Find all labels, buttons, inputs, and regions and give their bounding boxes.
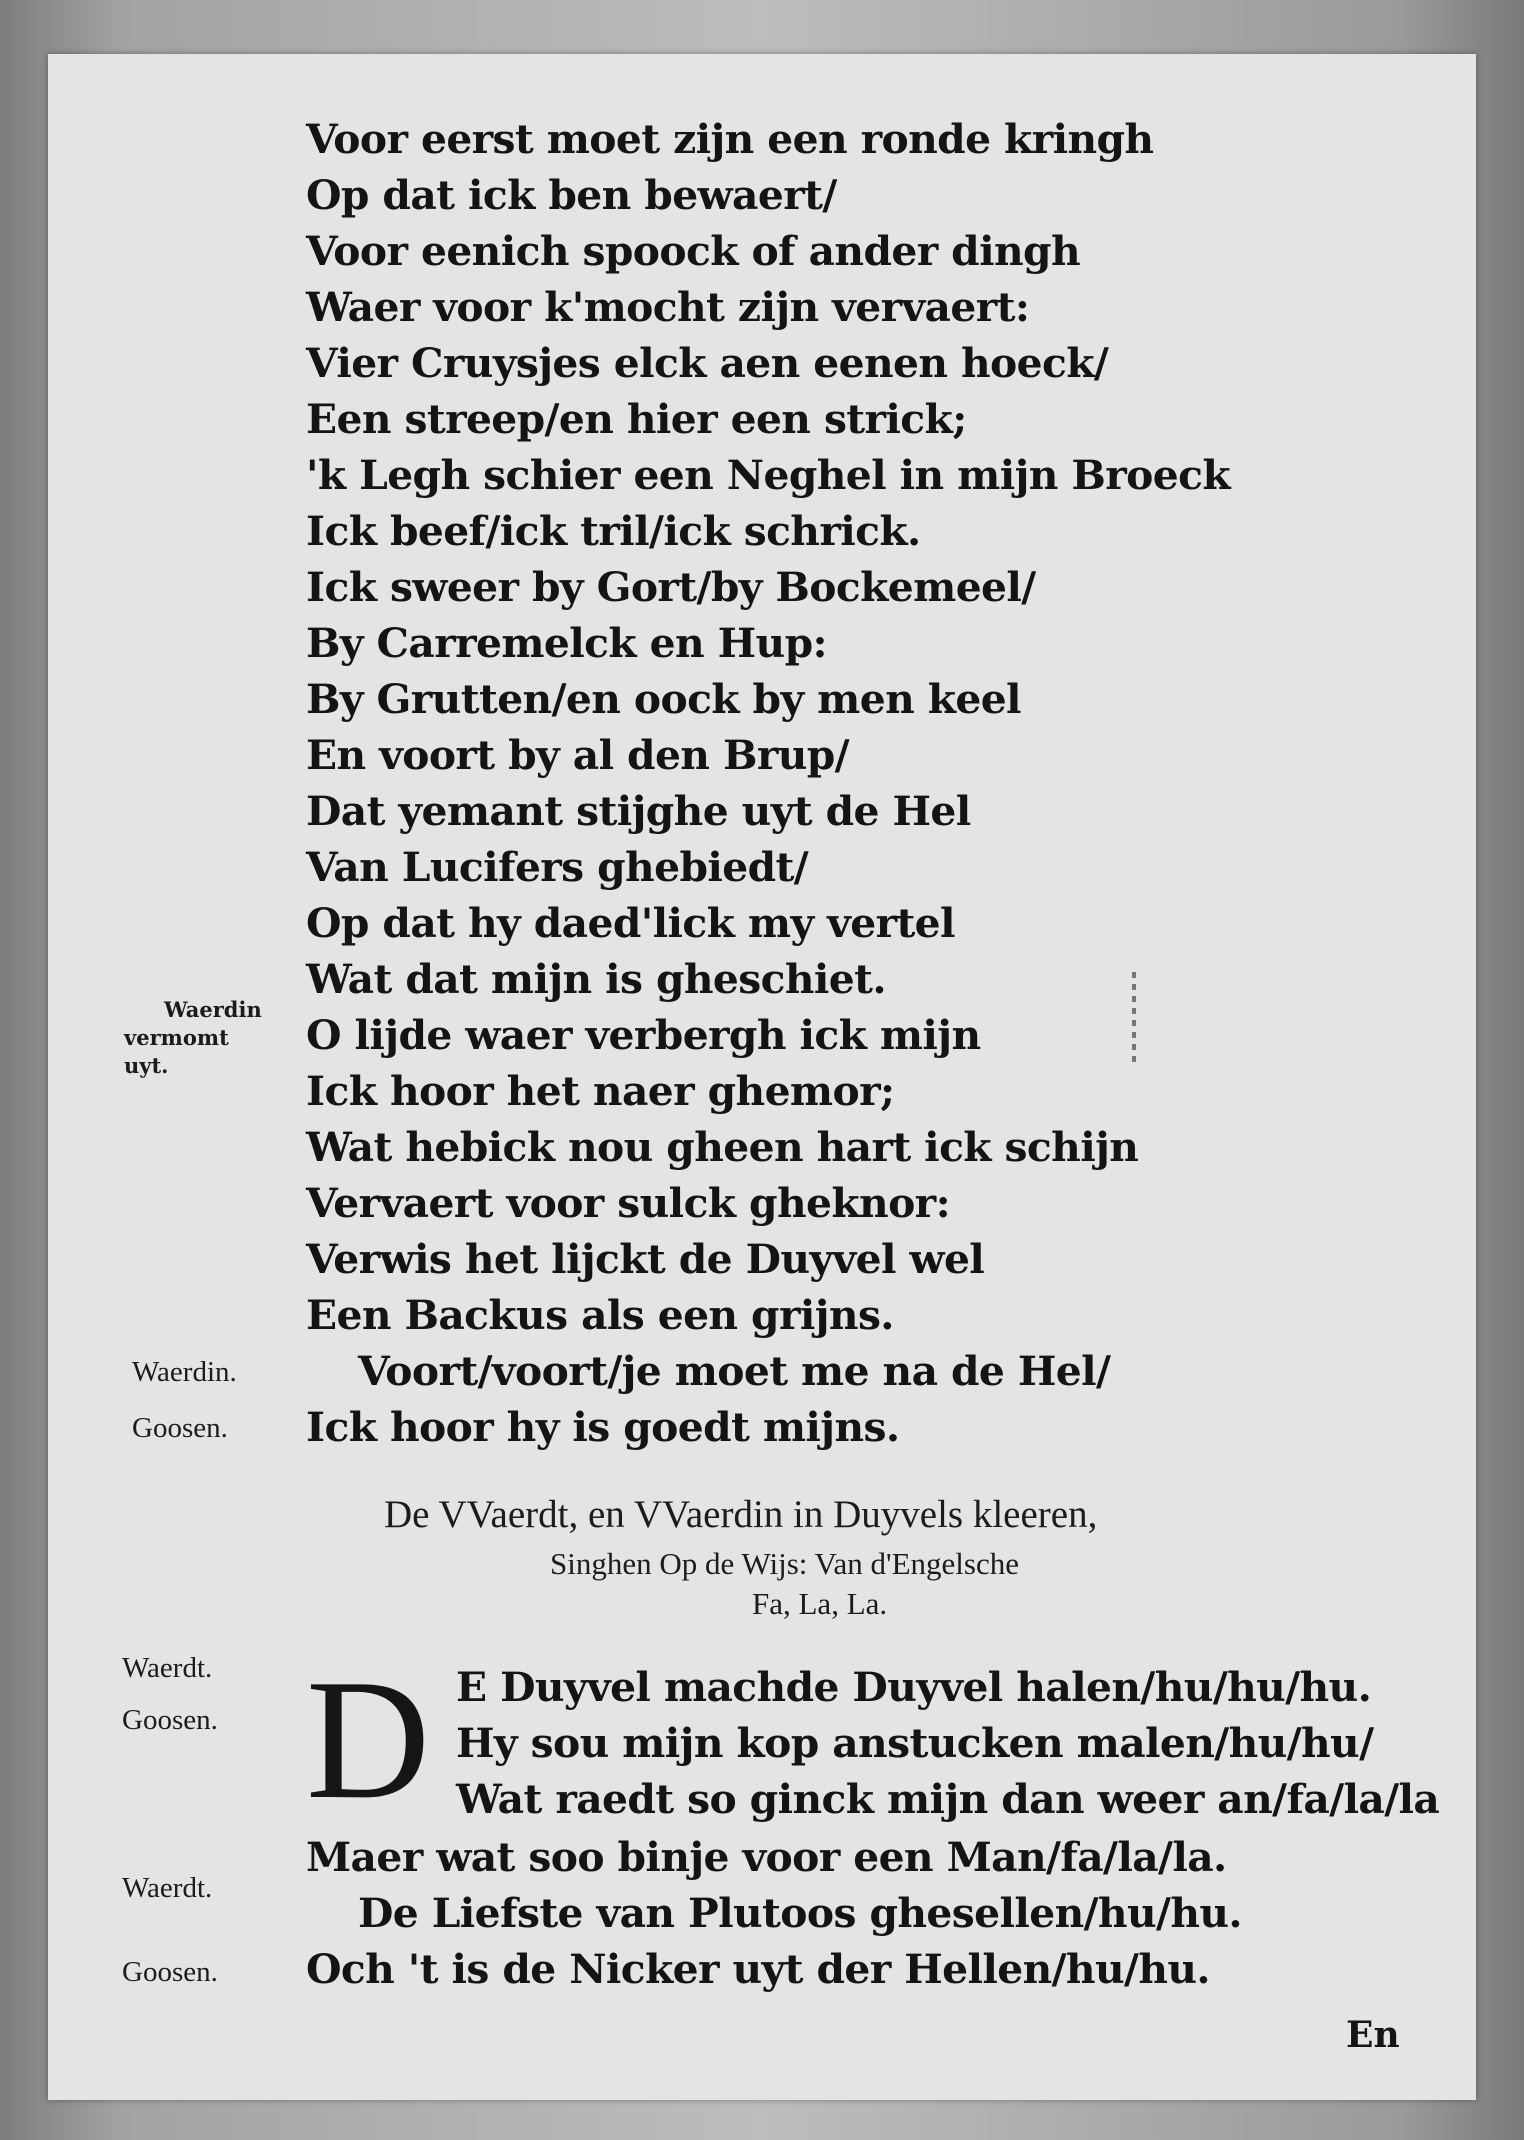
verse-line: 'k Legh schier een Neghel in mijn Broeck	[306, 452, 1230, 499]
verse-line: Vier Cruysjes elck aen eenen hoeck/	[306, 340, 1109, 387]
verse-line: Och 't is de Nicker uyt der Hellen/hu/hu.	[306, 1946, 1211, 1993]
verse-line: Wat dat mijn is gheschiet.	[306, 956, 886, 1003]
verse-line: Op dat hy daed'lick my vertel	[306, 900, 955, 947]
verse-line: E Duyvel machde Duyvel halen/hu/hu/hu.	[456, 1664, 1372, 1711]
speaker-label: Goosen.	[122, 1956, 218, 1988]
verse-line: Van Lucifers ghebiedt/	[306, 844, 809, 891]
side-note-line: vermomt	[124, 1025, 229, 1050]
verse-line: Voor eenich spoock of ander dingh	[306, 228, 1081, 275]
side-note-line: Waerdin	[164, 997, 262, 1022]
speaker-label: Waerdin.	[132, 1356, 237, 1388]
verse-line: Een streep/en hier een strick;	[306, 396, 967, 443]
verse-line: Ick hoor het naer ghemor;	[306, 1068, 895, 1115]
verse-line: Ick sweer by Gort/by Bockemeel/	[306, 564, 1036, 611]
verse-line: Ick hoor hy is goedt mijns.	[306, 1404, 900, 1451]
drop-cap: D	[306, 1645, 431, 1835]
verse-line: Op dat ick ben bewaert/	[306, 172, 837, 219]
verse-line: Ick beef/ick tril/ick schrick.	[306, 508, 921, 555]
side-note-line: uyt.	[124, 1053, 169, 1078]
verse-line: Hy sou mijn kop anstucken malen/hu/hu/	[456, 1720, 1374, 1767]
catchword: En	[1346, 2014, 1400, 2056]
verse-line: Voor eerst moet zijn een ronde kringh	[306, 116, 1154, 163]
verse-line: Wat hebick nou gheen hart ick schijn	[306, 1124, 1139, 1171]
heading-refrain: Fa, La, La.	[752, 1586, 888, 1621]
verse-line: By Grutten/en oock by men keel	[306, 676, 1021, 723]
verse-line: Verwis het lijckt de Duyvel wel	[306, 1236, 985, 1283]
verse-line: Vervaert voor sulck gheknor:	[306, 1180, 951, 1227]
heading-tune: Singhen Op de Wijs: Van d'Engelsche	[550, 1546, 1019, 1581]
verse-line: De Liefste van Plutoos ghesellen/hu/hu.	[358, 1890, 1243, 1937]
heading-title: De VVaerdt, en VVaerdin in Duyvels kleeren,	[384, 1493, 1098, 1536]
verse-line: By Carremelck en Hup:	[306, 620, 827, 667]
verse-line: Wat raedt so ginck mijn dan weer an/fa/la/la	[456, 1776, 1440, 1823]
verse-line: Een Backus als een grijns.	[306, 1292, 894, 1339]
speaker-label: Waerdt.	[122, 1872, 213, 1904]
speaker-label: Waerdt.	[122, 1652, 213, 1684]
verse-line: O lijde waer verbergh ick mijn	[306, 1012, 981, 1059]
verse-line: Waer voor k'mocht zijn vervaert:	[306, 284, 1030, 331]
verse-line: Voort/voort/je moet me na de Hel/	[358, 1348, 1111, 1395]
book-page	[48, 54, 1476, 2100]
speaker-label: Goosen.	[132, 1412, 228, 1444]
speaker-label: Goosen.	[122, 1704, 218, 1736]
verse-line: Dat yemant stijghe uyt de Hel	[306, 788, 971, 835]
verse-line: Maer wat soo binje voor een Man/fa/la/la.	[306, 1834, 1227, 1881]
verse-line: En voort by al den Brup/	[306, 732, 849, 779]
page-mark	[1132, 972, 1136, 1064]
